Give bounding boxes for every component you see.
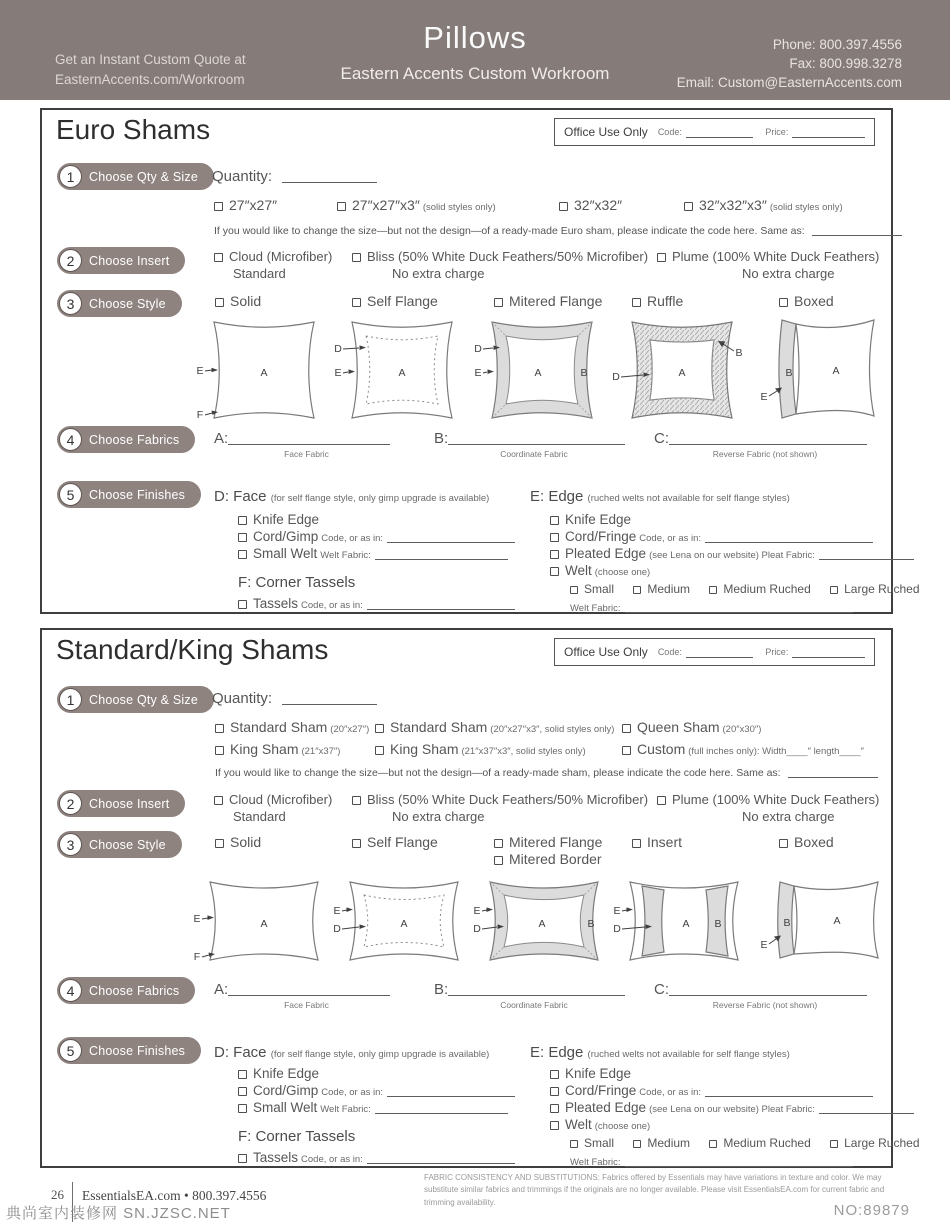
- step-label: Choose Finishes: [89, 1043, 186, 1058]
- price-label: Price:: [765, 647, 789, 657]
- small-welt-checkbox[interactable]: [238, 550, 247, 559]
- cord-fringe-checkbox[interactable]: [550, 533, 559, 542]
- insert-option: Bliss (50% White Duck Feathers/50% Microfiber) No extra charge: [352, 249, 648, 281]
- diagram-euro-solid: [192, 310, 327, 428]
- knife-edge-option: Knife Edge: [550, 512, 631, 527]
- welt-size-option: Small: [570, 1136, 614, 1150]
- welt-size-option: Large Ruched: [830, 582, 919, 596]
- corner-tassels-heading: F: Corner Tassels: [238, 574, 356, 591]
- size-option: Standard Sham (20″x27″): [215, 719, 369, 735]
- step-label: Choose Style: [89, 296, 166, 311]
- welt-small-checkbox[interactable]: [570, 1140, 578, 1148]
- promo-line-1: Get an Instant Custom Quote at: [55, 52, 246, 67]
- fabric-field-c: C: Reverse Fabric (not shown): [654, 981, 876, 1010]
- phone-line: Phone: 800.397.4556: [772, 37, 902, 52]
- page-number: 26: [51, 1187, 64, 1202]
- step-2-pill: [57, 790, 185, 817]
- style-option: Mitered Flange: [494, 834, 602, 850]
- pleated-edge-option: Pleated Edge (see Lena on our website) Pleat Fabric:: [550, 546, 914, 561]
- svg-text:B: B: [587, 918, 595, 930]
- svg-text:F: F: [196, 409, 204, 421]
- svg-text:E: E: [613, 905, 621, 917]
- code-blank[interactable]: [686, 646, 753, 658]
- cord-gimp-checkbox[interactable]: [238, 1087, 247, 1096]
- welt-option: Welt (choose one): [550, 563, 650, 578]
- step-label: Choose Qty & Size: [89, 692, 199, 707]
- step-label: Choose Insert: [89, 253, 170, 268]
- watermark-right: NO:89879: [833, 1202, 910, 1219]
- welt-small-checkbox[interactable]: [570, 586, 578, 594]
- step-1-pill: [57, 163, 214, 190]
- svg-text:D: D: [612, 371, 620, 383]
- step-number: 1: [59, 688, 82, 711]
- step-label: Choose Insert: [89, 796, 170, 811]
- header-band: [0, 0, 950, 100]
- step-number: 5: [59, 483, 82, 506]
- diagram-std-solid: [190, 870, 330, 972]
- welt-medium-checkbox[interactable]: [633, 1140, 641, 1148]
- diagram-std-insert: [610, 870, 750, 972]
- svg-text:A: A: [398, 367, 406, 379]
- svg-text:E: E: [334, 367, 342, 379]
- fabric-field-b: B: Coordinate Fabric: [434, 430, 634, 459]
- size-checkbox[interactable]: [214, 202, 223, 211]
- pleated-edge-option: Pleated Edge (see Lena on our website) Pleat Fabric:: [550, 1100, 914, 1115]
- cord-fringe-option: Cord/Fringe Code, or as in:: [550, 529, 873, 544]
- style-checkbox[interactable]: [779, 298, 788, 307]
- style-checkbox[interactable]: [494, 856, 503, 865]
- section-title: Euro Shams: [56, 114, 211, 145]
- pleat-fabric-blank[interactable]: [819, 548, 914, 560]
- step-5-pill: [57, 1037, 201, 1064]
- svg-text:E: E: [196, 365, 204, 377]
- svg-text:A: A: [682, 918, 690, 930]
- small-welt-blank[interactable]: [375, 548, 508, 560]
- quantity-row: [212, 690, 377, 707]
- style-option: Solid: [215, 293, 261, 309]
- cord-gimp-option: Cord/Gimp Code, or as in:: [238, 529, 515, 544]
- step-label: Choose Finishes: [89, 487, 186, 502]
- style-option: Insert: [632, 834, 682, 850]
- style-option: Mitered Flange: [494, 293, 602, 309]
- welt-size-options: [570, 1136, 936, 1150]
- insert-option: Cloud (Microfiber) Standard: [214, 249, 332, 281]
- svg-text:E: E: [760, 391, 768, 403]
- svg-text:A: A: [400, 918, 408, 930]
- quantity-label: Quantity:: [212, 690, 273, 707]
- page-subtitle: Eastern Accents Custom Workroom: [340, 64, 610, 83]
- insert-checkbox[interactable]: [214, 253, 223, 262]
- svg-text:A: A: [832, 365, 840, 377]
- euro-shams-section: [40, 108, 920, 614]
- diagram-euro-mitered-flange: [470, 310, 605, 428]
- welt-size-option: Medium Ruched: [709, 582, 810, 596]
- svg-text:E: E: [333, 905, 341, 917]
- size-checkbox[interactable]: [559, 202, 568, 211]
- style-checkbox[interactable]: [632, 839, 641, 848]
- code-label: Code:: [657, 647, 682, 657]
- size-option: 27″x27″: [214, 197, 280, 213]
- knife-edge-checkbox[interactable]: [238, 516, 247, 525]
- cord-gimp-blank[interactable]: [387, 1085, 515, 1097]
- standard-king-shams-section: [40, 628, 920, 1168]
- welt-option: Welt (choose one): [550, 1117, 650, 1132]
- size-option: Queen Sham (20″x30″): [622, 719, 761, 735]
- step-3-pill: [57, 290, 182, 317]
- style-checkbox[interactable]: [215, 839, 224, 848]
- office-use-box: [554, 638, 875, 666]
- tassels-option: Tassels Code, or as in:: [238, 596, 515, 611]
- tassels-checkbox[interactable]: [238, 600, 247, 609]
- diagram-euro-ruffle: [610, 310, 745, 428]
- svg-text:E: E: [193, 913, 201, 925]
- code-label: Code:: [657, 127, 682, 137]
- cord-fringe-checkbox[interactable]: [550, 1087, 559, 1096]
- svg-text:D: D: [613, 923, 621, 935]
- price-label: Price:: [765, 127, 789, 137]
- welt-fabric-row: Welt Fabric:: [570, 1153, 853, 1168]
- insert-checkbox[interactable]: [352, 253, 361, 262]
- small-welt-checkbox[interactable]: [238, 1104, 247, 1113]
- step-5-pill: [57, 481, 201, 508]
- promo-line-2: EasternAccents.com/Workroom: [55, 72, 245, 88]
- style-checkbox[interactable]: [352, 839, 361, 848]
- step-1-pill: [57, 686, 214, 713]
- step-number: 4: [59, 979, 82, 1002]
- size-option: 32″x32″x3″ (solid styles only): [684, 197, 843, 213]
- tassels-option: Tassels Code, or as in:: [238, 1150, 515, 1165]
- fabric-a-blank[interactable]: [228, 984, 390, 996]
- fabric-c-blank[interactable]: [669, 984, 867, 996]
- fabric-b-blank[interactable]: [448, 433, 625, 445]
- tassels-blank[interactable]: [367, 598, 515, 610]
- size-checkbox[interactable]: [622, 724, 631, 733]
- same-as-blank[interactable]: [788, 766, 878, 778]
- style-checkbox[interactable]: [779, 839, 788, 848]
- diagram-std-mitered-flange: [470, 870, 610, 972]
- fax-line: Fax: 800.998.3278: [789, 55, 902, 71]
- insert-checkbox[interactable]: [214, 796, 223, 805]
- step-4-pill: [57, 426, 195, 453]
- diagram-std-self-flange: [330, 870, 470, 972]
- style-checkbox[interactable]: [494, 298, 503, 307]
- svg-text:A: A: [260, 918, 268, 930]
- welt-fabric-row: Welt Fabric:: [570, 599, 853, 614]
- step-label: Choose Fabrics: [89, 432, 180, 447]
- size-checkbox[interactable]: [375, 746, 384, 755]
- step-4-pill: [57, 977, 195, 1004]
- step-2-pill: [57, 247, 185, 274]
- svg-text:A: A: [534, 367, 542, 379]
- step-label: Choose Fabrics: [89, 983, 180, 998]
- cord-fringe-blank[interactable]: [705, 1085, 873, 1097]
- edge-finish-heading: E: Edge (ruched welts not available for self flange styles): [530, 488, 790, 505]
- svg-text:A: A: [678, 367, 686, 379]
- price-blank[interactable]: [792, 126, 865, 138]
- style-checkbox[interactable]: [215, 298, 224, 307]
- diagram-std-boxed: [752, 870, 892, 972]
- size-option: 32″x32″: [559, 197, 625, 213]
- code-blank[interactable]: [686, 126, 753, 138]
- insert-checkbox[interactable]: [657, 253, 666, 262]
- size-checkbox[interactable]: [215, 746, 224, 755]
- svg-text:B: B: [580, 367, 588, 379]
- page-title: Pillows: [423, 20, 527, 55]
- fabric-c-blank[interactable]: [669, 433, 867, 445]
- welt-large-ruched-checkbox[interactable]: [830, 1140, 838, 1148]
- size-checkbox[interactable]: [375, 724, 384, 733]
- small-welt-option: Small Welt Welt Fabric:: [238, 546, 508, 561]
- step-number: 3: [59, 292, 82, 315]
- quantity-blank[interactable]: [282, 693, 377, 705]
- welt-size-option: Medium: [633, 582, 690, 596]
- svg-text:A: A: [260, 367, 268, 379]
- style-option: Mitered Border: [494, 851, 602, 867]
- knife-edge-checkbox[interactable]: [550, 1070, 559, 1079]
- svg-text:D: D: [333, 923, 341, 935]
- footer-site-line: EssentialsEA.com • 800.397.4556: [82, 1188, 267, 1203]
- cord-fringe-blank[interactable]: [705, 531, 873, 543]
- step-number: 1: [59, 165, 82, 188]
- style-option: Solid: [215, 834, 261, 850]
- welt-medium-checkbox[interactable]: [633, 586, 641, 594]
- style-option: Ruffle: [632, 293, 683, 309]
- svg-text:A: A: [833, 915, 841, 927]
- cord-gimp-option: Cord/Gimp Code, or as in:: [238, 1083, 515, 1098]
- step-number: 3: [59, 833, 82, 856]
- cord-fringe-option: Cord/Fringe Code, or as in:: [550, 1083, 873, 1098]
- insert-option: Plume (100% White Duck Feathers) No extra charge: [657, 792, 879, 824]
- diagram-euro-self-flange: [330, 310, 465, 428]
- size-option: Standard Sham (20″x27″x3″, solid styles only): [375, 719, 614, 735]
- edge-finish-heading: E: Edge (ruched welts not available for self flange styles): [530, 1044, 790, 1061]
- insert-checkbox[interactable]: [657, 796, 666, 805]
- welt-size-option: Medium Ruched: [709, 1136, 810, 1150]
- svg-text:E: E: [473, 905, 481, 917]
- style-option: Boxed: [779, 293, 834, 309]
- svg-text:B: B: [714, 918, 722, 930]
- step-number: 2: [59, 249, 82, 272]
- style-option: Self Flange: [352, 834, 438, 850]
- corner-tassels-heading: F: Corner Tassels: [238, 1128, 356, 1145]
- svg-text:D: D: [334, 343, 342, 355]
- svg-text:F: F: [193, 951, 201, 963]
- step-number: 4: [59, 428, 82, 451]
- fabric-field-a: A: Face Fabric: [214, 430, 399, 459]
- pleated-edge-checkbox[interactable]: [550, 550, 559, 559]
- same-as-blank[interactable]: [812, 224, 902, 236]
- office-use-label: Office Use Only: [564, 645, 648, 659]
- cord-gimp-blank[interactable]: [387, 531, 515, 543]
- face-finish-heading: D: Face (for self flange style, only gimp upgrade is available): [214, 488, 490, 505]
- size-option: King Sham (21″x37″x3″, solid styles only): [375, 741, 586, 757]
- svg-text:D: D: [473, 923, 481, 935]
- small-welt-blank[interactable]: [375, 1102, 508, 1114]
- welt-size-option: Medium: [633, 1136, 690, 1150]
- size-change-note: If you would like to change the size—but not the design—of a ready-made sham, please indicate the code here. Same as:: [215, 766, 878, 779]
- price-blank[interactable]: [792, 646, 865, 658]
- office-use-label: Office Use Only: [564, 125, 648, 139]
- welt-checkbox[interactable]: [550, 567, 559, 576]
- welt-size-option: Small: [570, 582, 614, 596]
- tassels-blank[interactable]: [367, 1152, 515, 1164]
- svg-text:A: A: [538, 918, 546, 930]
- step-3-pill: [57, 831, 182, 858]
- email-line: Email: Custom@EasternAccents.com: [676, 74, 902, 90]
- size-option: 27″x27″x3″ (solid styles only): [337, 197, 496, 213]
- size-checkbox[interactable]: [684, 202, 693, 211]
- step-number: 5: [59, 1039, 82, 1062]
- svg-text:B: B: [783, 917, 791, 929]
- knife-edge-option: Knife Edge: [238, 1066, 319, 1081]
- insert-option: Plume (100% White Duck Feathers) No extra charge: [657, 249, 879, 281]
- size-checkbox[interactable]: [622, 746, 631, 755]
- step-label: Choose Style: [89, 837, 166, 852]
- size-option: King Sham (21″x37″): [215, 741, 340, 757]
- svg-text:E: E: [760, 939, 768, 951]
- welt-fabric-blank[interactable]: [625, 601, 853, 613]
- svg-text:D: D: [474, 343, 482, 355]
- svg-text:B: B: [785, 367, 793, 379]
- fabric-field-b: B: Coordinate Fabric: [434, 981, 634, 1010]
- insert-option: Cloud (Microfiber) Standard: [214, 792, 332, 824]
- welt-fabric-blank[interactable]: [625, 1155, 853, 1167]
- diagram-euro-boxed: [752, 310, 887, 428]
- cord-gimp-checkbox[interactable]: [238, 533, 247, 542]
- style-option: Boxed: [779, 834, 834, 850]
- size-checkbox[interactable]: [337, 202, 346, 211]
- size-option-custom: Custom (full inches only): Width____″ length____″: [622, 741, 864, 757]
- style-checkbox[interactable]: [352, 298, 361, 307]
- svg-text:B: B: [735, 347, 743, 359]
- knife-edge-option: Knife Edge: [550, 1066, 631, 1081]
- style-option: Self Flange: [352, 293, 438, 309]
- step-number: 2: [59, 792, 82, 815]
- section-title: Standard/King Shams: [56, 634, 329, 665]
- knife-edge-checkbox[interactable]: [550, 516, 559, 525]
- pleat-fabric-blank[interactable]: [819, 1102, 914, 1114]
- style-checkbox[interactable]: [494, 839, 503, 848]
- size-checkbox[interactable]: [215, 724, 224, 733]
- step-label: Choose Qty & Size: [89, 169, 199, 184]
- welt-checkbox[interactable]: [550, 1121, 559, 1130]
- welt-size-option: Large Ruched: [830, 1136, 919, 1150]
- knife-edge-checkbox[interactable]: [238, 1070, 247, 1079]
- svg-text:E: E: [474, 367, 482, 379]
- fabric-field-a: A: Face Fabric: [214, 981, 399, 1010]
- size-change-note: If you would like to change the size—but not the design—of a ready-made Euro sham, please indicate the code here. Same as:: [214, 224, 902, 237]
- welt-size-options: [570, 582, 936, 596]
- insert-option: Bliss (50% White Duck Feathers/50% Microfiber) No extra charge: [352, 792, 648, 824]
- quantity-row: [212, 168, 377, 185]
- quantity-label: Quantity:: [212, 168, 273, 185]
- watermark-left: 典尚室内装修网 SN.JZSC.NET: [6, 1205, 231, 1222]
- fabric-a-blank[interactable]: [228, 433, 390, 445]
- style-checkbox[interactable]: [632, 298, 641, 307]
- quantity-blank[interactable]: [282, 171, 377, 183]
- knife-edge-option: Knife Edge: [238, 512, 319, 527]
- office-use-box: [554, 118, 875, 146]
- pleated-edge-checkbox[interactable]: [550, 1104, 559, 1113]
- tassels-checkbox[interactable]: [238, 1154, 247, 1163]
- welt-medium-ruched-checkbox[interactable]: [709, 586, 717, 594]
- fabric-b-blank[interactable]: [448, 984, 625, 996]
- fabric-substitutions-legal: FABRIC CONSISTENCY AND SUBSTITUTIONS: Fabrics offered by Essentials may have variations in texture and color. We may substitute similar fabrics and trimmings if the originals are no longer available. Please visit EssentialsEA.com for current fabric and trimming availability.: [424, 1173, 885, 1207]
- insert-checkbox[interactable]: [352, 796, 361, 805]
- welt-medium-ruched-checkbox[interactable]: [709, 1140, 717, 1148]
- contact-info: [677, 36, 902, 93]
- face-finish-heading: D: Face (for self flange style, only gimp upgrade is available): [214, 1044, 490, 1061]
- welt-large-ruched-checkbox[interactable]: [830, 586, 838, 594]
- fabric-field-c: C: Reverse Fabric (not shown): [654, 430, 876, 459]
- small-welt-option: Small Welt Welt Fabric:: [238, 1100, 508, 1115]
